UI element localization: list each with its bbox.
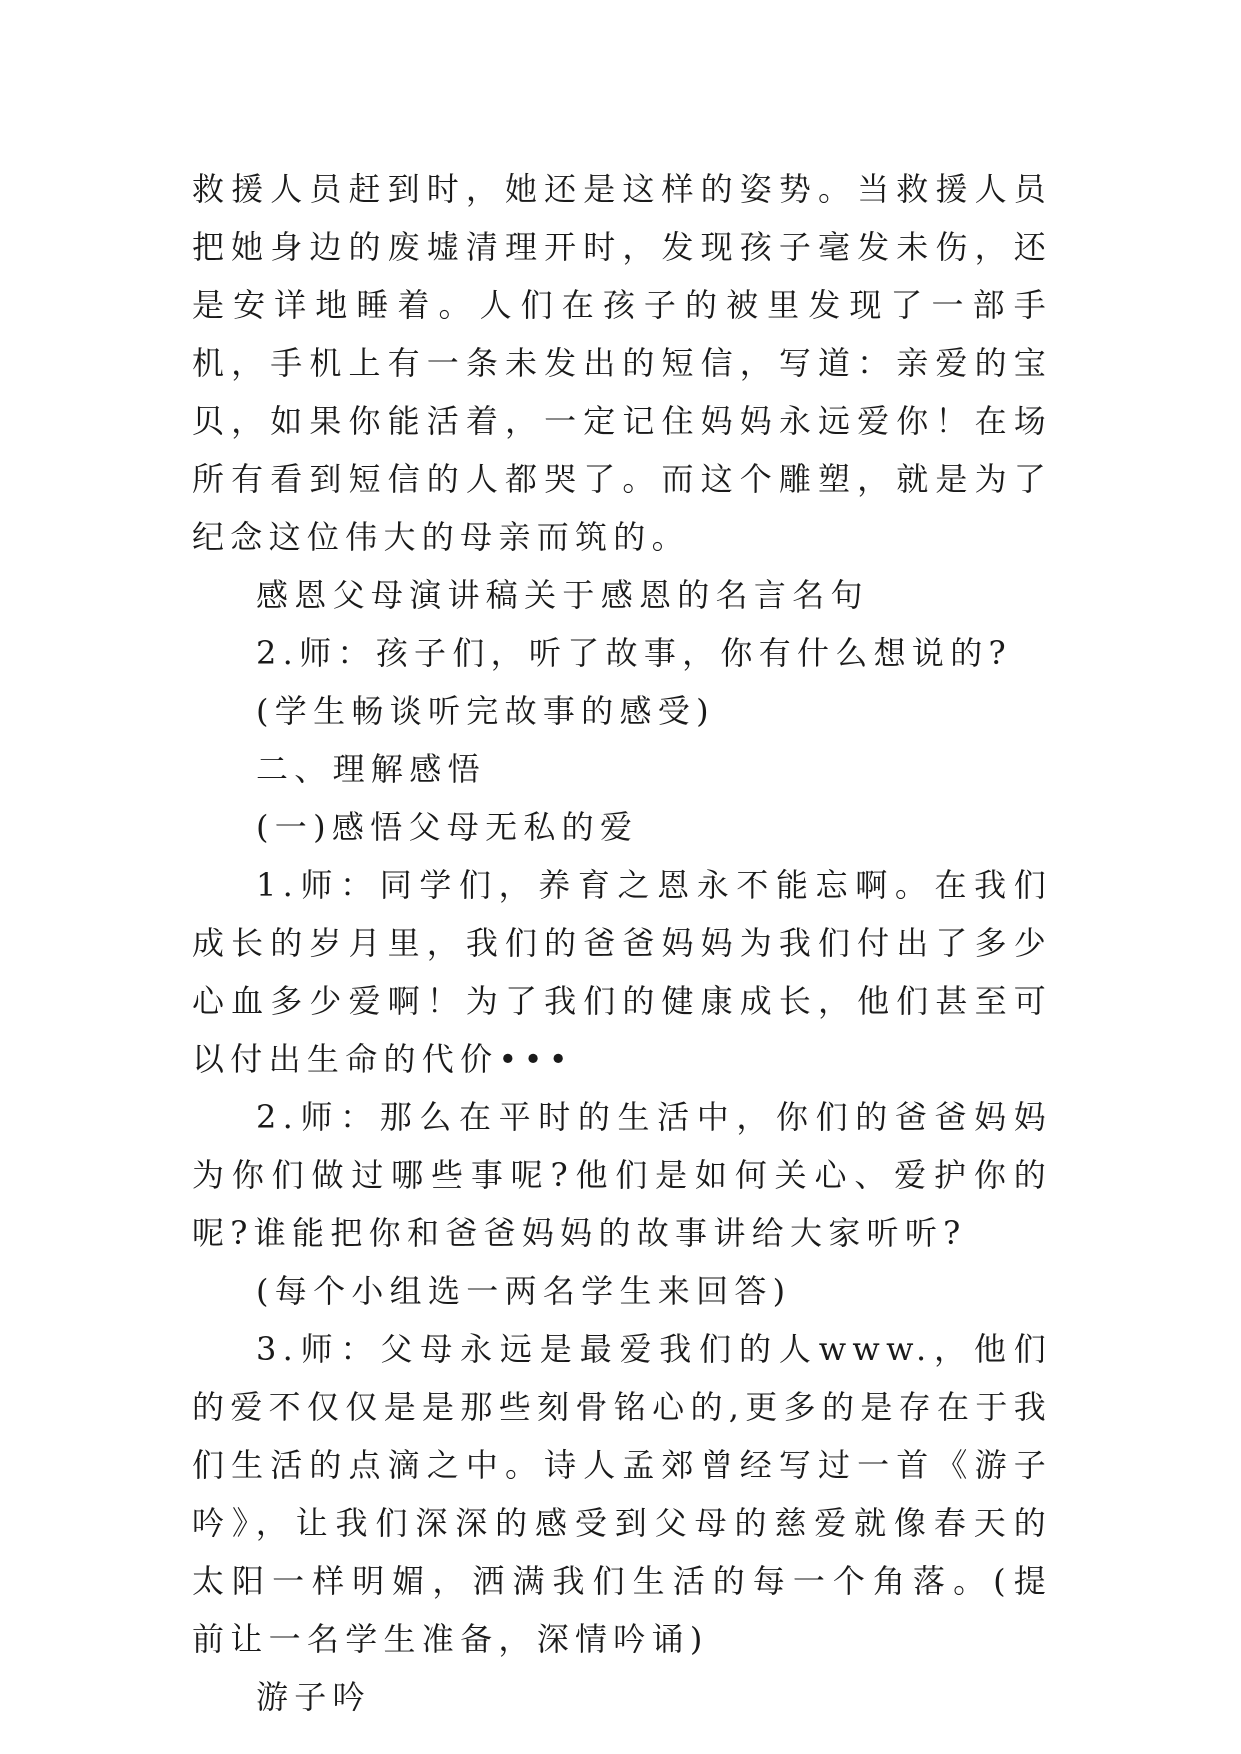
paragraph-teacher-question: 2.师：孩子们，听了故事，你有什么想说的?	[256, 634, 1012, 672]
document-body	[192, 160, 1052, 1726]
paragraph-student-discussion: (学生畅谈听完故事的感受)	[256, 692, 715, 730]
paragraph-group-answer: (每个小组选一两名学生来回答)	[256, 1272, 792, 1310]
paragraph-rescue-story: 救援人员赶到时，她还是这样的姿势。当救援人员把她身边的废墟清理开时，发现孩子毫发未伤，还是安详地睡着。人们在孩子的被里发现了一部手机，手机上有一条未发出的短信，写道：亲爱的宝贝，如果你能活着，一定记住妈妈永远爱你！在场所有看到短信的人都哭了。而这个雕塑，就是为了纪念这位伟大的母亲而筑的。	[192, 170, 1052, 556]
paragraph-teacher-1: 1.师：同学们，养育之恩永不能忘啊。在我们成长的岁月里，我们的爸爸妈妈为我们付出了多少心血多少爱啊！为了我们的健康成长，他们甚至可以付出生命的代价•••	[192, 866, 1052, 1078]
section-heading-understanding: 二、理解感悟	[256, 750, 486, 788]
paragraph-teacher-2: 2.师：那么在平时的生活中，你们的爸爸妈妈为你们做过哪些事呢?他们是如何关心、爱护你的呢?谁能把你和爸爸妈妈的故事讲给大家听听?	[192, 1098, 1052, 1252]
paragraph-heading-quotes: 感恩父母演讲稿关于感恩的名言名句	[256, 576, 869, 614]
subsection-heading-parents-love: (一)感悟父母无私的爱	[256, 808, 639, 846]
poem-title: 游子吟	[256, 1678, 371, 1716]
paragraph-teacher-3: 3.师：父母永远是最爱我们的人www.，他们的爱不仅仅是是那些刻骨铭心的,更多的是存在于我们生活的点滴之中。诗人孟郊曾经写过一首《游子吟》，让我们深深的感受到父母的慈爱就像春天的太阳一样明媚，洒满我们生活的每一个角落。(提前让一名学生准备，深情吟诵)	[192, 1330, 1052, 1658]
